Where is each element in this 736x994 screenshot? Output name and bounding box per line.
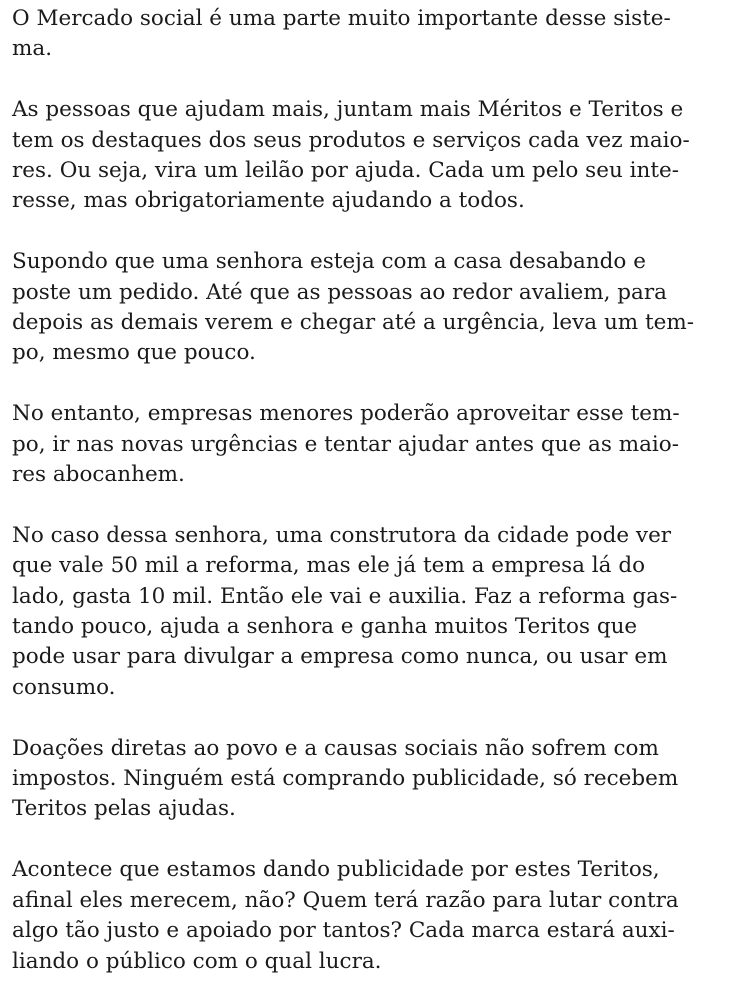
text-line: tem os destaques dos seus produtos e serviços cada vez maio- [12,127,690,153]
text-line: Doações diretas ao povo e a causas sociais não sofrem com [12,735,659,761]
paragraph-publicidade [12,855,726,977]
paragraph-mercado-social [12,4,726,65]
text-line: ma. [12,36,53,62]
text-line: poste um pedido. Até que as pessoas ao redor avaliem, para [12,279,667,305]
text-line: resse, mas obrigatoriamente ajudando a todos. [12,188,525,214]
text-line: po, mesmo que pouco. [12,340,256,366]
text-line: As pessoas que ajudam mais, juntam mais Méritos e Teritos e [12,97,684,123]
text-line: No caso dessa senhora, uma construtora da cidade pode ver [12,522,672,548]
paragraph-doacoes-diretas [12,734,726,825]
text-line: po, ir nas novas urgências e tentar ajudar antes que as maio- [12,431,679,457]
text-line: Teritos pelas ajudas. [12,796,236,822]
text-line: No entanto, empresas menores poderão aproveitar esse tem- [12,401,680,427]
text-line: impostos. Ninguém está comprando publicidade, só recebem [12,766,679,792]
text-line: res abocanhem. [12,462,185,488]
text-line: que vale 50 mil a reforma, mas ele já tem a empresa lá do [12,553,646,579]
text-line: Acontece que estamos dando publicidade por estes Teritos, [12,857,660,883]
text-line: pode usar para divulgar a empresa como nunca, ou usar em [12,644,668,670]
text-line: O Mercado social é uma parte muito importante desse siste- [12,6,671,31]
text-line: res. Ou seja, vira um leilão por ajuda. Cada um pelo seu inte- [12,158,679,184]
text-line: afinal eles merecem, não? Quem terá razão para lutar contra [12,887,679,913]
paragraph-senhora-pedido [12,247,726,369]
paragraph-empresas-menores [12,399,726,490]
text-line: tando pouco, ajuda a senhora e ganha muitos Teritos que [12,614,638,640]
text-line: liando o público com o qual lucra. [12,948,382,974]
text-line: consumo. [12,674,116,700]
text-line: depois as demais verem e chegar até a urgência, leva um tem- [12,310,695,336]
text-line: Supondo que uma senhora esteja com a casa desabando e [12,249,646,275]
paragraph-meritos-teritos [12,95,726,217]
paragraph-construtora [12,521,726,703]
text-line: lado, gasta 10 mil. Então ele vai e auxilia. Faz a reforma gas- [12,583,678,609]
text-line: algo tão justo e apoiado por tantos? Cada marca estará auxi- [12,918,675,944]
